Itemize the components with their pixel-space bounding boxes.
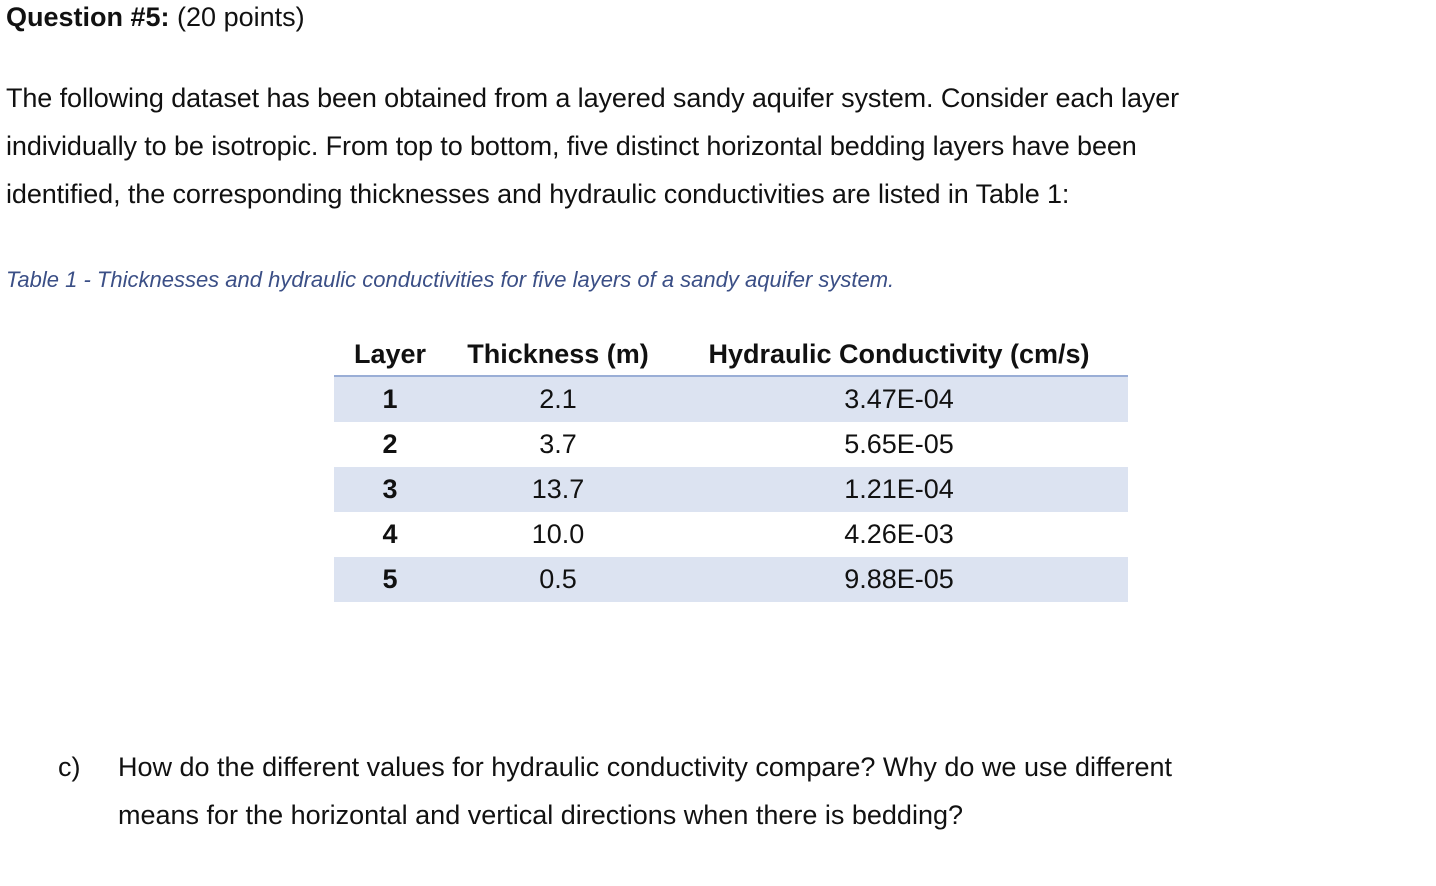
intro-line: The following dataset has been obtained from a layered sandy aquifer system. Consider each layer bbox=[6, 83, 1180, 113]
conductivity-cell: 3.47E-04 bbox=[670, 376, 1128, 422]
intro-line: identified, the corresponding thicknesses and hydraulic conductivities are listed in Table 1: bbox=[6, 179, 1070, 209]
question-number: Question #5: bbox=[6, 2, 170, 32]
thickness-cell: 13.7 bbox=[446, 467, 670, 512]
intro-paragraph bbox=[6, 74, 1416, 218]
part-c-marker: c) bbox=[58, 752, 81, 782]
conductivity-cell: 1.21E-04 bbox=[670, 467, 1128, 512]
conductivity-cell: 4.26E-03 bbox=[844, 519, 954, 549]
layer-cell: 3 bbox=[334, 467, 446, 512]
table-caption: Table 1 - Thicknesses and hydraulic conductivities for five layers of a sandy aquifer system. bbox=[6, 267, 895, 292]
intro-line: individually to be isotropic. From top to bottom, five distinct horizontal bedding layers have been bbox=[6, 131, 1137, 161]
part-c-line: How do the different values for hydraulic conductivity compare? Why do we use different bbox=[118, 752, 1173, 782]
layer-cell: 4 bbox=[382, 519, 398, 549]
header-thickness: Thickness (m) bbox=[446, 333, 670, 376]
header-layer: Layer bbox=[334, 333, 446, 376]
part-c-line: means for the horizontal and vertical directions when there is bedding? bbox=[118, 800, 963, 830]
layer-cell: 5 bbox=[334, 557, 446, 602]
table-row bbox=[334, 557, 1128, 602]
conductivity-cell: 5.65E-05 bbox=[844, 429, 954, 459]
layer-cell: 2 bbox=[382, 429, 398, 459]
part-c-text bbox=[118, 743, 1418, 839]
question-points: (20 points) bbox=[177, 2, 305, 32]
table-header-row bbox=[334, 333, 1128, 376]
thickness-cell: 0.5 bbox=[446, 557, 670, 602]
table-row bbox=[334, 376, 1128, 422]
table-row bbox=[334, 422, 1128, 467]
conductivity-table bbox=[334, 333, 1128, 602]
header-conductivity: Hydraulic Conductivity (cm/s) bbox=[670, 333, 1128, 376]
table-row bbox=[334, 467, 1128, 512]
conductivity-cell: 9.88E-05 bbox=[670, 557, 1128, 602]
thickness-cell: 2.1 bbox=[446, 376, 670, 422]
thickness-cell: 10.0 bbox=[531, 519, 585, 549]
layer-cell: 1 bbox=[334, 376, 446, 422]
table-row bbox=[334, 512, 1128, 557]
thickness-cell: 3.7 bbox=[539, 429, 577, 459]
question-header bbox=[6, 0, 305, 34]
